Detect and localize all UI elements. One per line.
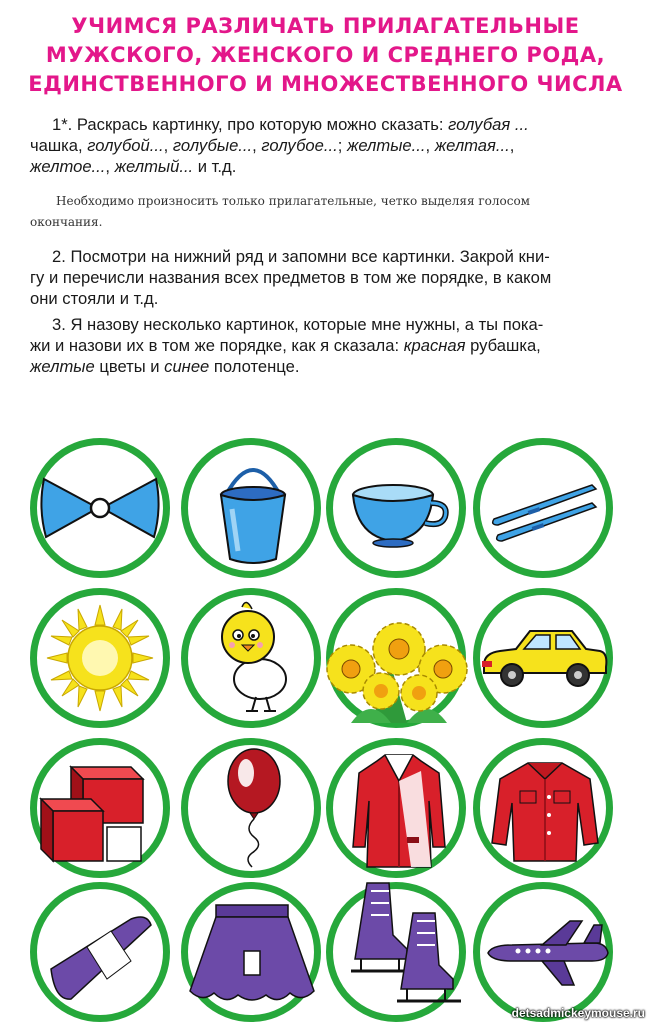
bow-icon <box>40 473 160 543</box>
watermark: detsadmickeymouse.ru <box>511 1006 645 1020</box>
picture-flowers[interactable] <box>326 588 466 728</box>
skates-icon <box>337 879 463 1011</box>
task-3-line-3: желтые цветы и синее полотенце. <box>30 357 300 376</box>
coat-icon <box>351 751 447 873</box>
task-2-line-1: 2. Посмотри на нижний ряд и запомни все картинки. Закрой кни- <box>52 247 550 266</box>
chick-icon <box>212 599 296 717</box>
picture-towel[interactable] <box>30 882 170 1022</box>
task-2-line-3: они стояли и т.д. <box>30 289 159 308</box>
picture-bucket[interactable] <box>181 438 321 578</box>
picture-skirt[interactable] <box>181 882 321 1022</box>
picture-bow[interactable] <box>30 438 170 578</box>
picture-cubes[interactable] <box>30 738 170 878</box>
task-2-line-2: гу и перечисли названия всех предметов в том же порядке, в каком <box>30 268 552 287</box>
car-icon <box>480 625 610 691</box>
skirt-icon <box>186 903 318 1007</box>
title-line-1: УЧИМСЯ РАЗЛИЧАТЬ ПРИЛАГАТЕЛЬНЫЕ <box>71 14 580 38</box>
title-line-3: ЕДИНСТВЕННОГО И МНОЖЕСТВЕННОГО ЧИСЛА <box>28 72 623 96</box>
cubes-icon <box>33 765 153 865</box>
picture-chick[interactable] <box>181 588 321 728</box>
flowers-icon <box>311 605 487 725</box>
task-1-line-3: желтое..., желтый... и т.д. <box>30 157 237 176</box>
picture-shirt[interactable] <box>473 738 613 878</box>
task-1-line-1: 1*. Раскрась картинку, про которую можно сказать: голубая ... <box>52 115 529 134</box>
skis-icon <box>488 475 600 545</box>
picture-coat[interactable] <box>326 738 466 878</box>
picture-skis[interactable] <box>473 438 613 578</box>
task-1-line-2: чашка, голубой..., голубые..., голубое...; желтые..., желтая..., <box>30 136 515 155</box>
picture-car[interactable] <box>473 588 613 728</box>
shirt-icon <box>490 757 600 865</box>
note-line-2: окончания. <box>30 215 103 229</box>
sun-icon <box>45 603 155 713</box>
picture-cup[interactable] <box>326 438 466 578</box>
cup-icon <box>349 479 449 549</box>
picture-airplane[interactable] <box>473 882 613 1022</box>
task-3-line-2: жи и назови их в том же порядке, как я сказала: красная рубашка, <box>30 336 541 355</box>
picture-balloon[interactable] <box>181 738 321 878</box>
towel-icon <box>47 909 157 1005</box>
bucket-icon <box>208 451 298 569</box>
picture-sun[interactable] <box>30 588 170 728</box>
note-line-1: Необходимо произносить только прилагательные, четко выделяя голосом <box>56 194 530 208</box>
task-3-line-1: 3. Я назову несколько картинок, которые мне нужны, а ты пока- <box>52 315 544 334</box>
title-line-2: МУЖСКОГО, ЖЕНСКОГО И СРЕДНЕГО РОДА, <box>45 43 606 67</box>
airplane-icon <box>482 919 610 989</box>
picture-skates[interactable] <box>326 882 466 1022</box>
balloon-icon <box>222 747 286 871</box>
